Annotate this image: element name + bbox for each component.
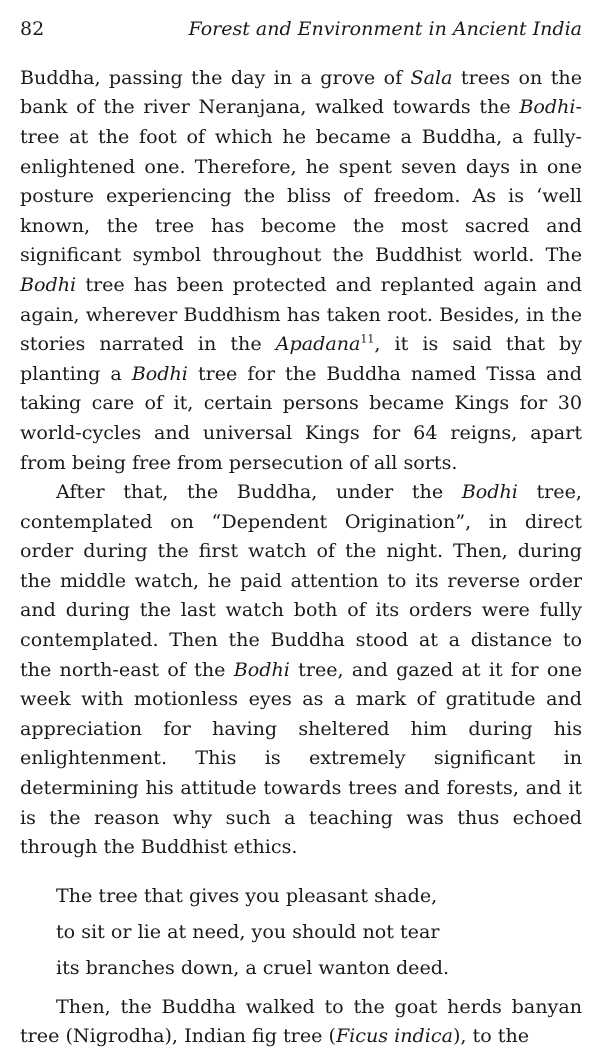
text-run: trees on the bank of the river Neranjana, walked towards the — [20, 65, 582, 119]
verse-line: its branches down, a cruel wanton deed. — [56, 955, 450, 979]
text-run: Buddha, passing the day in a grove of — [20, 65, 411, 89]
running-title: Forest and Environment in Ancient India — [188, 18, 582, 40]
italic-term: Bodhi — [131, 361, 188, 385]
verse-line: The tree that gives you pleasant shade, — [56, 883, 438, 907]
page-header — [20, 18, 582, 41]
italic-term: Bodhi — [233, 657, 290, 681]
italic-term: Bodhi — [519, 95, 576, 119]
paragraph-3 — [20, 992, 582, 1051]
text-run: -tree at the foot of which he became a Buddha, a fully-enlightened one. Therefore, he spent seven days in one posture experiencing the bliss of freedom. As is ‘well known, the tree has become the most sacred and significant symbol throughout the Buddhist world. The — [20, 95, 582, 267]
italic-term: Ficus indica — [335, 1024, 453, 1048]
text-run: Then, the Buddha walked to the goat herds banyan tree (Nigrodha), Indian fig tree ( — [20, 994, 582, 1048]
verse-block — [56, 878, 582, 986]
text-run: tree, contemplated on “Dependent Origination”, in direct order during the first watch of the night. Then, during the middle watch, he paid attention to its reverse order and during the last watch both of its orders were fully contemplated. Then the Buddha stood at a distance to the north-east of the — [20, 480, 582, 681]
italic-term: Sala — [410, 65, 453, 89]
italic-term: Apadana — [275, 332, 361, 356]
paragraph-1 — [20, 63, 582, 477]
page-number: 82 — [20, 18, 45, 40]
text-run: tree, and gazed at it for one week with motionless eyes as a mark of gratitude and appreciation for having sheltered him during his enlightenment. This is extremely significant in determining his attitude towards trees and forests, and it is the reason why such a teaching was thus echoed through the Buddhist ethics. — [20, 657, 582, 859]
footnote-marker: 11 — [360, 332, 375, 346]
text-run: tree has been protected and replanted again and again, wherever Buddhism has taken root. Besides, in the stories narrated in the — [20, 272, 582, 356]
italic-term: Bodhi — [461, 480, 518, 504]
text-run: After that, the Buddha, under the — [56, 480, 462, 504]
italic-term: Bodhi — [20, 272, 77, 296]
text-run: ), to the — [452, 1024, 530, 1048]
verse-line: to sit or lie at need, you should not tear — [56, 919, 440, 943]
paragraph-2 — [20, 477, 582, 862]
text-run: , it is said that by planting a — [20, 332, 582, 385]
book-page — [20, 18, 582, 1051]
text-run: tree for the Buddha named Tissa and taking care of it, certain persons became Kings for 30 world-cycles and universal Kings for 64 reigns, apart from being free from persecution of all sorts. — [20, 361, 582, 474]
